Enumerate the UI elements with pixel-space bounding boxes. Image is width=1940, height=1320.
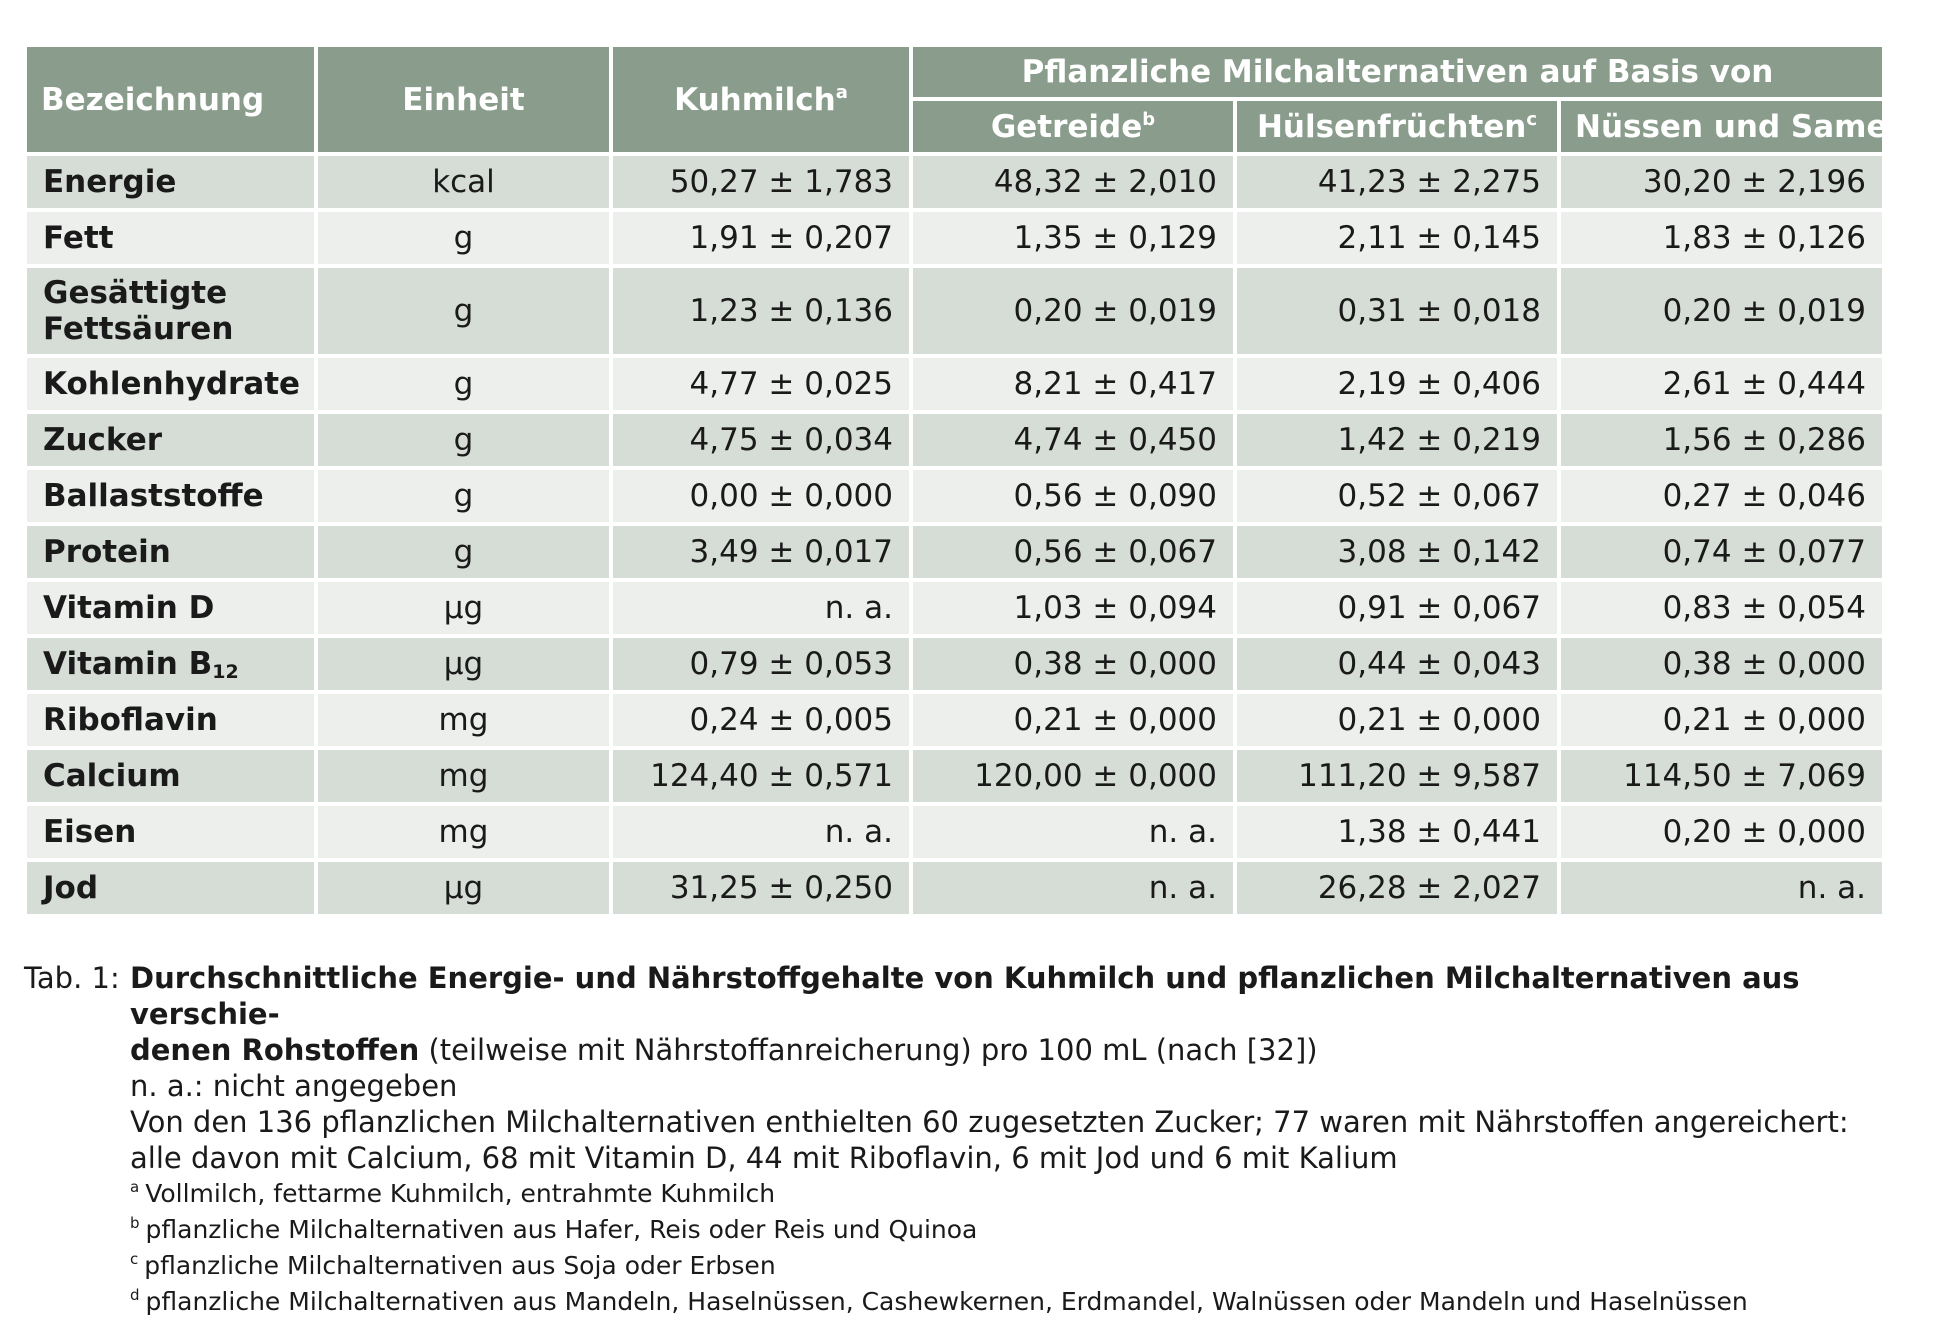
footnote-mark: b — [130, 1214, 140, 1232]
table-row — [27, 212, 1882, 264]
row-unit: µg — [318, 862, 609, 914]
cell-legume: 0,52 ± 0,067 — [1237, 470, 1557, 522]
row-unit: mg — [318, 694, 609, 746]
table-row — [27, 638, 1882, 690]
row-label — [27, 526, 314, 578]
footnote — [24, 1248, 1904, 1284]
row-label-text: Jod — [43, 870, 99, 906]
cell-grain: 48,32 ± 2,010 — [913, 156, 1233, 208]
cell-cow-milk: 50,27 ± 1,783 — [613, 156, 909, 208]
row-label-text: Zucker — [43, 422, 163, 458]
table-row — [27, 414, 1882, 466]
caption-prefix: Tab. 1: — [24, 961, 120, 995]
row-unit: µg — [318, 638, 609, 690]
row-label-text: Ballaststoffe — [43, 478, 264, 514]
cell-legume: 1,42 ± 0,219 — [1237, 414, 1557, 466]
cell-legume: 26,28 ± 2,027 — [1237, 862, 1557, 914]
cell-grain: 1,03 ± 0,094 — [913, 582, 1233, 634]
cell-legume: 1,38 ± 0,441 — [1237, 806, 1557, 858]
cell-grain: n. a. — [913, 806, 1233, 858]
footnote-mark: d — [130, 1286, 140, 1304]
row-label-text-line2: Fettsäuren — [43, 311, 234, 347]
row-unit: kcal — [318, 156, 609, 208]
header-cow-milk-label: Kuhmilch — [674, 81, 836, 118]
row-label — [27, 750, 314, 802]
cell-nuts: 1,56 ± 0,286 — [1561, 414, 1882, 466]
table-row — [27, 156, 1882, 208]
cell-cow-milk: n. a. — [613, 582, 909, 634]
cell-nuts: 2,61 ± 0,444 — [1561, 358, 1882, 410]
cell-legume: 0,91 ± 0,067 — [1237, 582, 1557, 634]
row-unit: mg — [318, 750, 609, 802]
table-row — [27, 470, 1882, 522]
row-label — [27, 470, 314, 522]
caption-title-bold-1: Durchschnittliche Energie- und Nährstoffgehalte von Kuhmilch und pflanzlichen Milchalternativen aus verschie- — [130, 961, 1800, 1031]
header-unit: Einheit — [318, 47, 609, 152]
row-label — [27, 582, 314, 634]
cell-nuts: 0,21 ± 0,000 — [1561, 694, 1882, 746]
row-label-subscript: 12 — [212, 661, 239, 683]
header-plant-group: Pflanzliche Milchalternativen auf Basis von — [913, 47, 1882, 97]
row-label — [27, 694, 314, 746]
footnote — [24, 1284, 1904, 1320]
caption-summary-2: alle davon mit Calcium, 68 mit Vitamin D, 44 mit Riboflavin, 6 mit Jod und 6 mit Kalium — [130, 1141, 1398, 1175]
cell-grain: 0,38 ± 0,000 — [913, 638, 1233, 690]
row-label-text: Eisen — [43, 814, 137, 850]
cell-grain: 120,00 ± 0,000 — [913, 750, 1233, 802]
row-label — [27, 268, 314, 354]
cell-cow-milk: 0,79 ± 0,053 — [613, 638, 909, 690]
cell-nuts: 0,27 ± 0,046 — [1561, 470, 1882, 522]
footnote-mark: c — [130, 1250, 139, 1268]
cell-grain: 4,74 ± 0,450 — [913, 414, 1233, 466]
row-unit: g — [318, 358, 609, 410]
row-unit: g — [318, 268, 609, 354]
row-label-text: Vitamin D — [43, 590, 215, 626]
cell-nuts: 1,83 ± 0,126 — [1561, 212, 1882, 264]
header-grain-label: Getreide — [990, 108, 1143, 145]
footnote — [24, 1212, 1904, 1248]
caption-title-body — [130, 960, 1904, 1068]
cell-nuts: 0,74 ± 0,077 — [1561, 526, 1882, 578]
row-unit: mg — [318, 806, 609, 858]
cell-cow-milk: n. a. — [613, 806, 909, 858]
cell-cow-milk: 31,25 ± 0,250 — [613, 862, 909, 914]
table-row — [27, 694, 1882, 746]
footnote-text: pflanzliche Milchalternativen aus Soja oder Erbsen — [144, 1251, 776, 1280]
cell-cow-milk: 124,40 ± 0,571 — [613, 750, 909, 802]
table-row — [27, 358, 1882, 410]
row-label-text: Energie — [43, 164, 177, 200]
cell-nuts: 0,38 ± 0,000 — [1561, 638, 1882, 690]
cell-nuts: 30,20 ± 2,196 — [1561, 156, 1882, 208]
caption-title-rest: (teilweise mit Nährstoffanreicherung) pro 100 mL (nach [32]) — [419, 1033, 1318, 1067]
cell-legume: 41,23 ± 2,275 — [1237, 156, 1557, 208]
cell-legume: 0,31 ± 0,018 — [1237, 268, 1557, 354]
header-legume — [1237, 101, 1557, 152]
table-caption — [24, 960, 1904, 1320]
table-row — [27, 750, 1882, 802]
footnote-mark: d — [1909, 108, 1923, 130]
cell-nuts: n. a. — [1561, 862, 1882, 914]
cell-legume: 111,20 ± 9,587 — [1237, 750, 1557, 802]
table-row — [27, 268, 1882, 354]
footnote — [24, 1176, 1904, 1212]
footnote-text: pflanzliche Milchalternativen aus Mandeln, Haselnüssen, Cashewkernen, Erdmandel, Walnüssen oder Mandeln und Haselnüssen — [145, 1287, 1748, 1316]
footnote-mark: c — [1526, 108, 1538, 130]
row-label — [27, 414, 314, 466]
cell-nuts: 0,20 ± 0,019 — [1561, 268, 1882, 354]
cell-grain: 8,21 ± 0,417 — [913, 358, 1233, 410]
cell-nuts: 0,20 ± 0,000 — [1561, 806, 1882, 858]
cell-legume: 2,11 ± 0,145 — [1237, 212, 1557, 264]
cell-nuts: 0,83 ± 0,054 — [1561, 582, 1882, 634]
cell-legume: 2,19 ± 0,406 — [1237, 358, 1557, 410]
cell-legume: 0,44 ± 0,043 — [1237, 638, 1557, 690]
cell-cow-milk: 1,23 ± 0,136 — [613, 268, 909, 354]
caption-summary-1: Von den 136 pflanzlichen Milchalternativen enthielten 60 zugesetzten Zucker; 77 waren mit Nährstoffen angereichert: — [130, 1105, 1849, 1139]
row-label-text: Protein — [43, 534, 171, 570]
cell-grain: n. a. — [913, 862, 1233, 914]
cell-cow-milk: 3,49 ± 0,017 — [613, 526, 909, 578]
header-legume-label: Hülsenfrüchten — [1256, 108, 1527, 145]
cell-cow-milk: 0,24 ± 0,005 — [613, 694, 909, 746]
row-label — [27, 862, 314, 914]
row-label — [27, 212, 314, 264]
row-label — [27, 638, 314, 690]
cell-grain: 0,56 ± 0,090 — [913, 470, 1233, 522]
row-unit: g — [318, 526, 609, 578]
row-unit: µg — [318, 582, 609, 634]
cell-cow-milk: 4,75 ± 0,034 — [613, 414, 909, 466]
cell-grain: 0,56 ± 0,067 — [913, 526, 1233, 578]
header-nuts-label: Nüssen und Samen — [1575, 108, 1910, 145]
cell-legume: 3,08 ± 0,142 — [1237, 526, 1557, 578]
footnote-mark: a — [130, 1178, 140, 1196]
footnote-list — [24, 1176, 1904, 1320]
table-row — [27, 526, 1882, 578]
cell-cow-milk: 0,00 ± 0,000 — [613, 470, 909, 522]
header-cow-milk — [613, 47, 909, 152]
footnote-text: pflanzliche Milchalternativen aus Hafer, Reis oder Reis und Quinoa — [145, 1215, 978, 1244]
cell-nuts: 114,50 ± 7,069 — [1561, 750, 1882, 802]
row-label-text: Gesättigte — [43, 275, 228, 311]
table-row — [27, 862, 1882, 914]
nutrient-table — [23, 43, 1923, 918]
row-unit: g — [318, 212, 609, 264]
row-label — [27, 156, 314, 208]
cell-grain: 0,20 ± 0,019 — [913, 268, 1233, 354]
row-label-text: Fett — [43, 220, 114, 256]
cell-grain: 1,35 ± 0,129 — [913, 212, 1233, 264]
footnote-mark: b — [1142, 108, 1156, 130]
header-nuts — [1561, 101, 1923, 152]
row-label-text: Kohlenhydrate — [43, 366, 301, 402]
table-row — [27, 582, 1882, 634]
row-label — [27, 806, 314, 858]
row-label-text: Riboflavin — [43, 702, 218, 738]
footnote-mark: a — [835, 81, 848, 103]
caption-title — [24, 960, 1904, 1068]
row-label — [27, 358, 314, 410]
cell-grain: 0,21 ± 0,000 — [913, 694, 1233, 746]
header-name: Bezeichnung — [27, 47, 314, 152]
row-label-text: Vitamin B — [43, 646, 213, 682]
footnote-text: Vollmilch, fettarme Kuhmilch, entrahmte Kuhmilch — [145, 1179, 776, 1208]
caption-na-note: n. a.: nicht angegeben — [130, 1069, 458, 1103]
cell-cow-milk: 4,77 ± 0,025 — [613, 358, 909, 410]
row-label-text: Calcium — [43, 758, 181, 794]
header-grain — [913, 101, 1233, 152]
caption-title-bold-2: denen Rohstoffen — [130, 1033, 420, 1067]
cell-legume: 0,21 ± 0,000 — [1237, 694, 1557, 746]
cell-cow-milk: 1,91 ± 0,207 — [613, 212, 909, 264]
table-row — [27, 806, 1882, 858]
table-body — [27, 156, 1882, 914]
row-unit: g — [318, 414, 609, 466]
row-unit: g — [318, 470, 609, 522]
